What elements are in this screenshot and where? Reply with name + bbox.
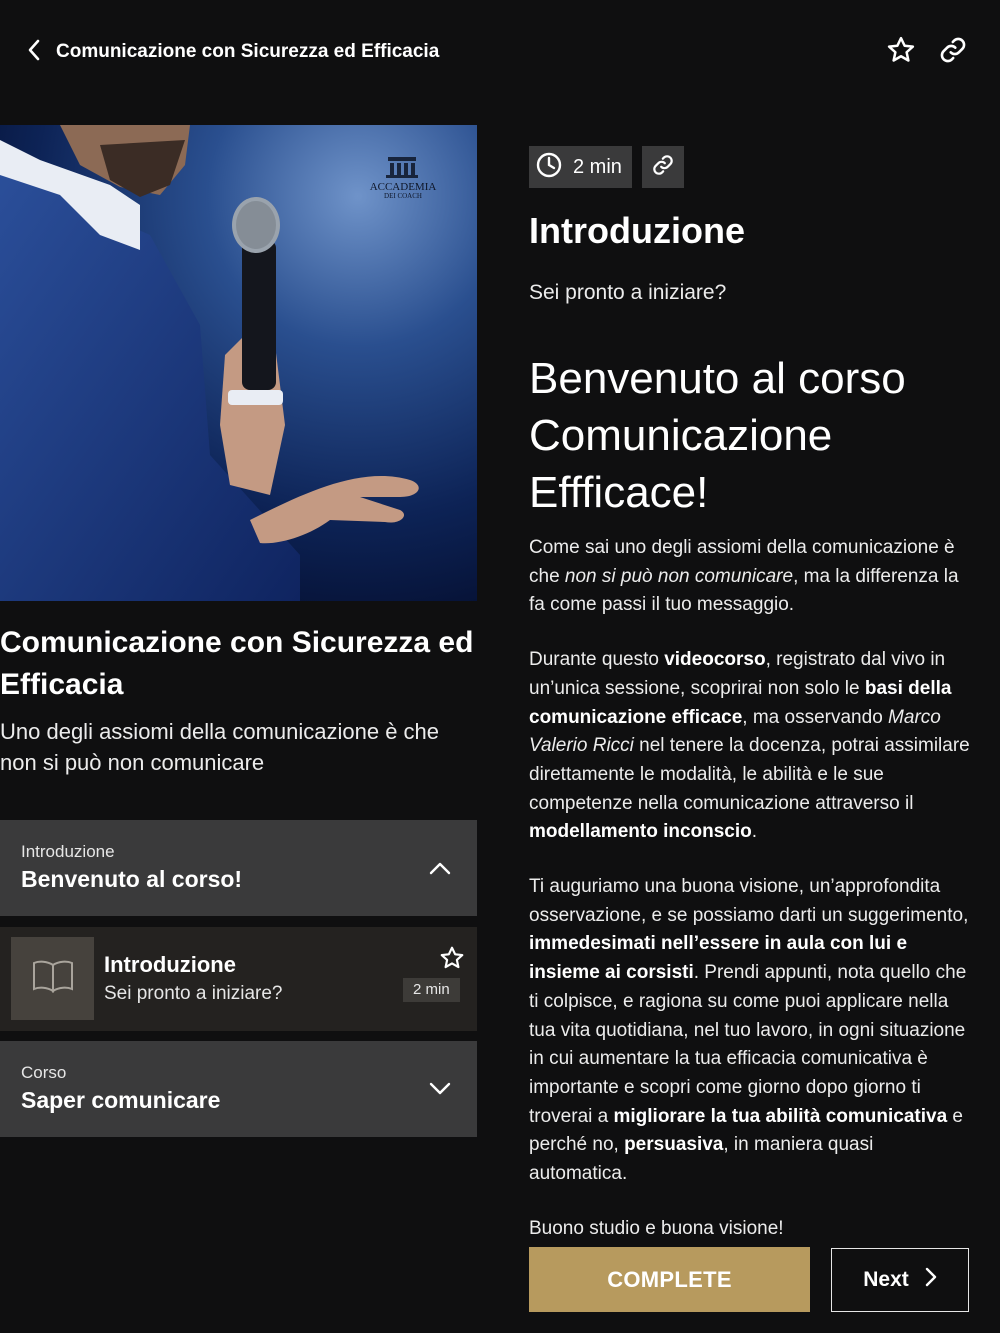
book-icon: [31, 959, 75, 998]
section-introduzione[interactable]: [0, 820, 477, 916]
chevron-left-icon: [27, 39, 41, 66]
lesson-meta: [529, 146, 684, 188]
lesson-heading: Introduzione: [529, 210, 745, 251]
page-title: Comunicazione con Sicurezza ed Efficacia: [56, 41, 440, 62]
section-label: Introduzione: [21, 842, 115, 861]
link-icon: [939, 36, 967, 69]
duration-chip: [529, 146, 632, 188]
lesson-subtitle: Sei pronto a iniziare?: [104, 983, 283, 1004]
welcome-heading: Benvenuto al corso Comunicazione Effficace!: [529, 354, 906, 517]
course-subtitle: Uno degli assiomi della comunicazione è che non si può non comunicare: [0, 719, 440, 775]
lesson-item-introduzione[interactable]: [0, 927, 477, 1031]
section-corso[interactable]: [0, 1041, 477, 1137]
paragraph-4: Buono studio e buona visione!: [529, 1217, 784, 1239]
section-label: Corso: [21, 1063, 67, 1082]
star-outline-icon: [886, 35, 916, 70]
clock-icon: [535, 151, 563, 184]
course-hero-image: [0, 125, 477, 601]
share-link-button[interactable]: [935, 34, 971, 70]
paragraph-2: Durante questo videocorso, registrato dal vivo in un’unica sessione, scoprirai non solo le basi della comunicazione efficace, ma osservando Marco Valerio Ricci nel tenere la docenza, potrai assimilare direttamente le modalità, le abilità e le sue competenze nella comunicazione attraverso il modellamento inconscio.: [529, 649, 970, 843]
chevron-up-icon: [426, 854, 454, 882]
link-icon: [652, 154, 674, 181]
logo-text-1: ACCADEMIA: [369, 181, 437, 193]
lesson-question: Sei pronto a iniziare?: [529, 281, 727, 304]
next-button[interactable]: [831, 1248, 969, 1312]
star-outline-icon[interactable]: [436, 943, 468, 973]
duration-badge: 2 min: [403, 978, 460, 1002]
favorite-button[interactable]: [883, 34, 919, 70]
lesson-thumbnail: [11, 937, 94, 1020]
course-title: Comunicazione con Sicurezza ed Efficacia: [0, 626, 474, 701]
next-label: Next: [863, 1268, 909, 1291]
complete-button[interactable]: COMPLETE: [529, 1247, 810, 1312]
section-title: Saper comunicare: [21, 1087, 221, 1113]
logo-text-2: DEI COACH: [384, 192, 422, 200]
chevron-down-icon: [426, 1075, 454, 1103]
paragraph-1: Come sai uno degli assiomi della comunicazione è che non si può non comunicare, ma la differenza la fa come passi il tuo messaggio.: [529, 537, 959, 616]
lesson-title: Introduzione: [104, 952, 236, 977]
lesson-link-button[interactable]: [642, 146, 684, 188]
section-title: Benvenuto al corso!: [21, 866, 243, 892]
top-bar: [0, 0, 1000, 104]
chevron-right-icon: [925, 1267, 937, 1293]
back-button[interactable]: [20, 36, 48, 68]
duration-text: 2 min: [573, 155, 622, 178]
lesson-content: [529, 534, 974, 1239]
paragraph-3: Ti auguriamo una buona visione, un’approfondita osservazione, e se possiamo darti un suggerimento, immedesimati nell’essere in aula con lui e insieme ai corsisti. Prendi appunti, nota quello che ti colpisce, e ragiona su come puoi applicare nella tua vita quotidiana, nel tuo lavoro, in ogni situazione in cui aumentare la tua efficacia comunicativa è importante e scopri come giorno dopo giorno ti troverai a migliorare la tua abilità comunicativa e perché no, persuasiva, in maniera quasi automatica.: [529, 876, 969, 1185]
